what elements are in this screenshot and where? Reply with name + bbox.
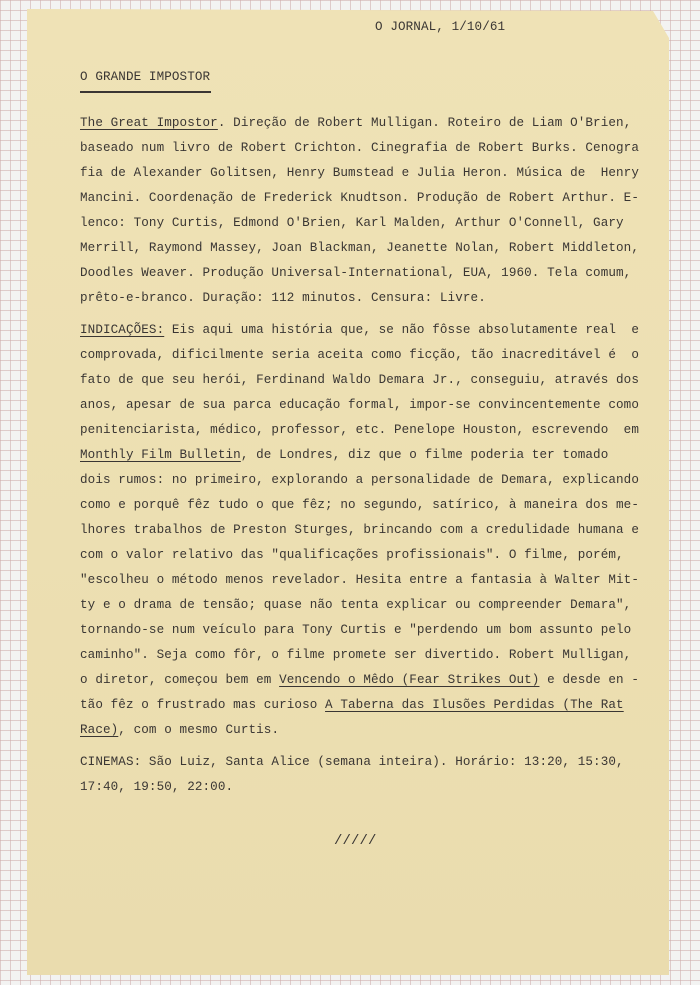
credits-line: prêto-e-branco. Duração: 112 minutos. Censura: Livre. — [80, 291, 486, 305]
cinemas-line: 17:40, 19:50, 22:00. — [80, 780, 234, 794]
publication-title: Monthly Film Bulletin — [80, 448, 241, 462]
indicacoes-label: INDICAÇÕES: — [80, 323, 165, 337]
indicacoes-line: fato de que seu herói, Ferdinand Waldo Demara Jr., conseguiu, através dos — [80, 373, 639, 387]
cinemas-line: CINEMAS: São Luiz, Santa Alice (semana inteira). Horário: 13:20, 15:30, — [80, 755, 624, 769]
indicacoes-line: dois rumos: no primeiro, explorando a personalidade de Demara, explicando — [80, 473, 639, 487]
indicacoes-line: tornando-se num veículo para Tony Curtis e "perdendo um bom assunto pelo — [80, 623, 632, 637]
indicacoes-line — [80, 673, 639, 687]
credits-line: lenco: Tony Curtis, Edmond O'Brien, Karl Malden, Arthur O'Connell, Gary — [80, 216, 624, 230]
indicacoes-line: penitenciarista, médico, professor, etc. Penelope Houston, escrevendo em — [80, 423, 639, 437]
indicacoes-line: como e porquê fêz tudo o que fêz; no segundo, satírico, à maneira dos me- — [80, 498, 639, 512]
publication-line-rest: , de Londres, diz que o filme poderia ter tomado — [240, 448, 609, 462]
credits-line: Mancini. Coordenação de Frederick Knudtson. Produção de Robert Arthur. E- — [80, 191, 639, 205]
indicacoes-line: lhores trabalhos de Preston Sturges, brincando com a credulidade humana e — [80, 523, 639, 537]
indicacoes-line — [80, 448, 608, 462]
credits-line: Doodles Weaver. Produção Universal-International, EUA, 1960. Tela comum, — [80, 266, 632, 280]
indicacoes-line: ty e o drama de tensão; quase não tenta explicar ou compreender Demara", — [80, 598, 632, 612]
credits-line — [80, 116, 631, 130]
credits-line: fia de Alexander Golitsen, Henry Bumstead e Julia Heron. Música de Henry — [80, 166, 639, 180]
title-underline — [80, 91, 211, 93]
film-title-rat-race-cont: Race) — [80, 723, 119, 737]
indicacoes-line: anos, apesar de sua parca educação formal, impor-se convincentemente como — [80, 398, 639, 412]
credits-line: Merrill, Raymond Massey, Joan Blackman, Jeanette Nolan, Robert Middleton, — [80, 241, 639, 255]
credits-line: baseado num livro de Robert Crichton. Cinegrafia de Robert Burks. Cenogra — [80, 141, 639, 155]
indicacoes-line — [80, 698, 624, 712]
document-title: O GRANDE IMPOSTOR — [80, 70, 211, 84]
indicacoes-line: "escolheu o método menos revelador. Hesita entre a fantasia à Walter Mit- — [80, 573, 639, 587]
director-prefix: o diretor, começou bem em — [80, 673, 280, 687]
film-title-rat-race: A Taberna das Ilusões Perdidas (The Rat — [325, 698, 624, 712]
indicacoes-line — [80, 723, 279, 737]
header-source-date: O JORNAL, 1/10/61 — [375, 20, 506, 34]
indicacoes-line-rest: Eis aqui uma história que, se não fôsse absolutamente real e — [164, 323, 639, 337]
credits-line-rest: . Direção de Robert Mulligan. Roteiro de Liam O'Brien, — [217, 116, 632, 130]
indicacoes-line: comprovada, dificilmente seria aceita como ficção, tão inacreditável é o — [80, 348, 639, 362]
director-suffix: e desde en - — [539, 673, 640, 687]
end-mark: ///// — [334, 833, 377, 849]
indicacoes-line — [80, 323, 639, 337]
indicacoes-line: com o valor relativo das "qualificações profissionais". O filme, porém, — [80, 548, 624, 562]
film-title-fear-strikes-out: Vencendo o Mêdo (Fear Strikes Out) — [279, 673, 540, 687]
indicacoes-line: caminho". Seja como fôr, o filme promete ser divertido. Robert Mulligan, — [80, 648, 632, 662]
line-prefix: tão fêz o frustrado mas curioso — [80, 698, 326, 712]
last-line-rest: , com o mesmo Curtis. — [118, 723, 280, 737]
film-title: The Great Impostor — [80, 116, 218, 130]
